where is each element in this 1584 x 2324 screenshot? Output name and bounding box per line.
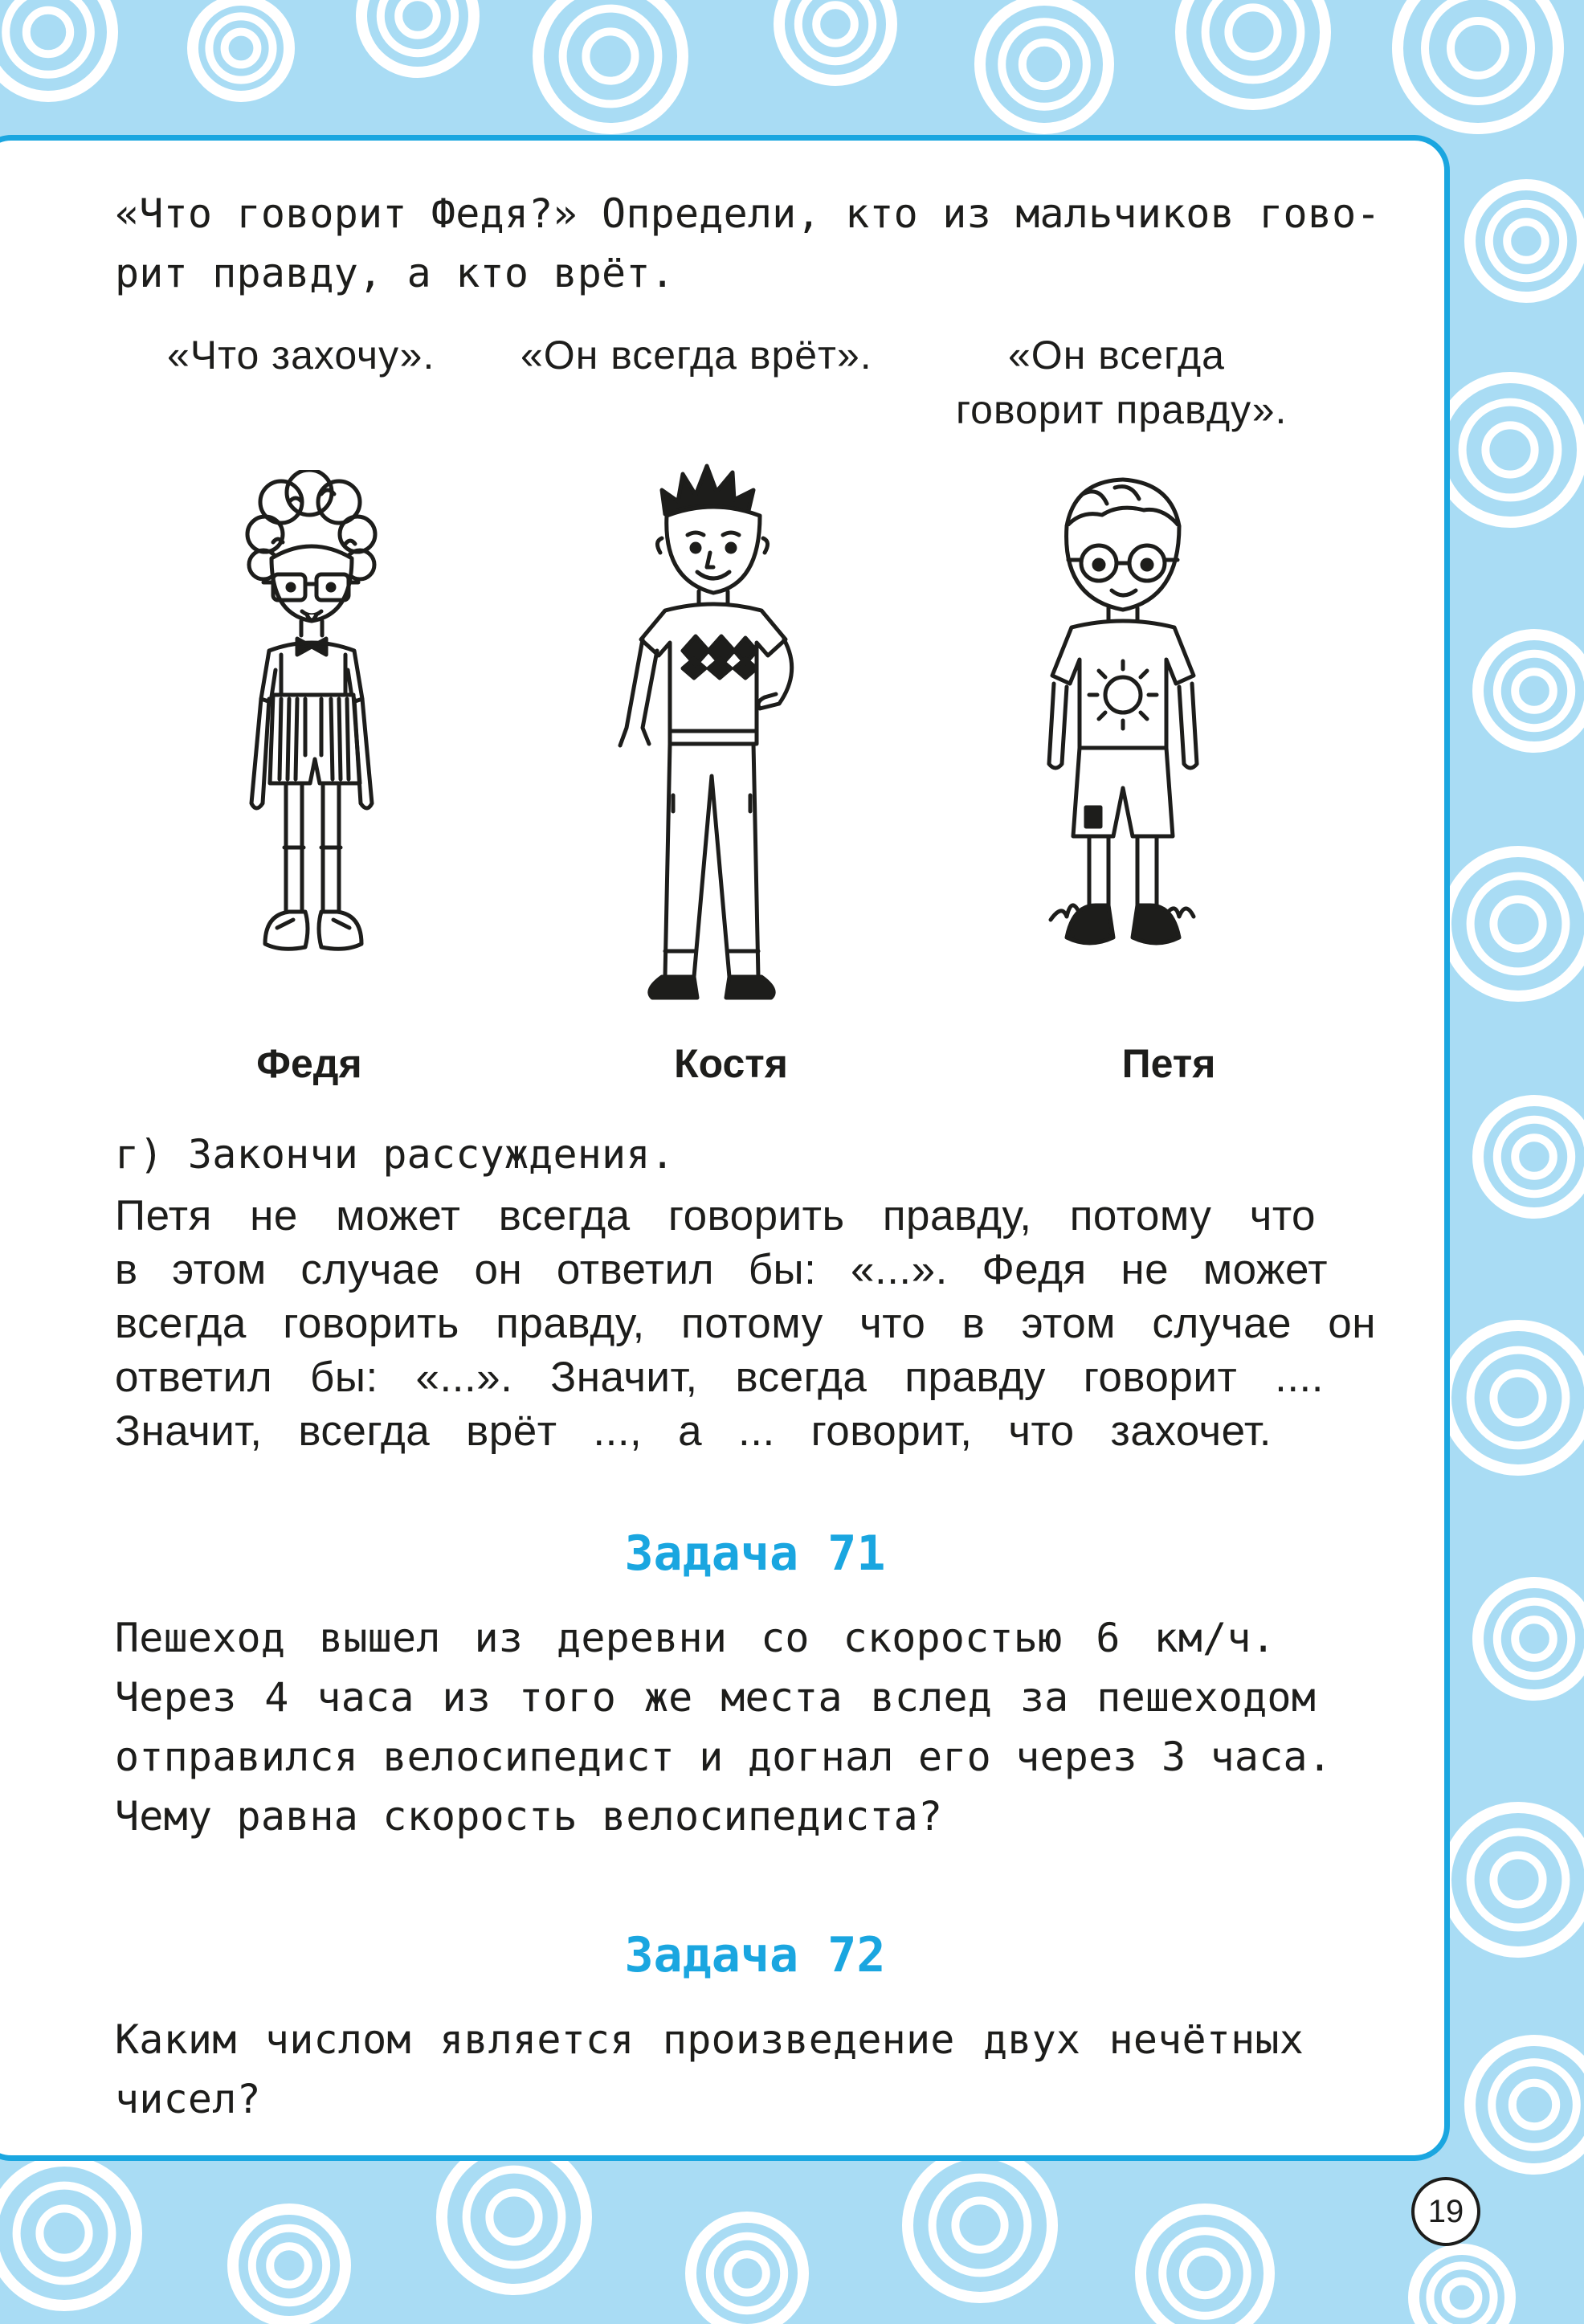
part-g-line-4: ответил бы: «...». Значит, всегда правду говорит .... xyxy=(115,1354,1324,1401)
quote-kostya: «Он всегда врёт». xyxy=(521,333,872,378)
task-71-title: Задача 71 xyxy=(624,1526,886,1582)
petya-illustration xyxy=(1019,470,1227,984)
part-g-line-5: Значит, всегда врёт ..., а ... говорит, что захочет. xyxy=(115,1407,1272,1455)
fedya-illustration xyxy=(233,470,394,1000)
task-71-line-4: Чему равна скорость велосипедиста? xyxy=(115,1793,943,1840)
quote-petya-line-2: говорит правду». xyxy=(956,387,1288,432)
page-number: 19 xyxy=(1411,2177,1480,2246)
task-72-line-1: Каким числом является произведение двух нечётных xyxy=(115,2016,1304,2063)
part-g-line-1: Петя не может всегда говорить правду, потому что xyxy=(115,1192,1316,1240)
quote-petya-line-1: «Он всегда xyxy=(1008,333,1225,378)
kostya-illustration xyxy=(609,458,818,1012)
task-71-line-2: Через 4 часа из того же места вслед за пешеходом xyxy=(115,1674,1316,1721)
task-72-title: Задача 72 xyxy=(624,1927,886,1983)
quote-fedya: «Что захочу». xyxy=(167,333,435,378)
part-g-line-2: в этом случае он ответил бы: «...». Федя не может xyxy=(115,1246,1328,1293)
task-72-line-2: чисел? xyxy=(115,2076,261,2122)
name-petya: Петя xyxy=(1121,1041,1216,1086)
task-71-line-1: Пешеход вышел из деревни со скоростью 6 км/ч. xyxy=(115,1615,1276,1661)
intro-line-2: рит правду, а кто врёт. xyxy=(115,250,675,296)
part-g-heading: г) Закончи рассуждения. xyxy=(115,1131,675,1178)
task-71-line-3: отправился велосипедист и догнал его через 3 часа. xyxy=(115,1734,1333,1780)
name-kostya: Костя xyxy=(674,1041,788,1086)
intro-line-1: «Что говорит Федя?» Определи, кто из мальчиков гово- xyxy=(115,190,1381,237)
part-g-line-3: всегда говорить правду, потому что в этом случае он xyxy=(115,1300,1376,1347)
name-fedya: Федя xyxy=(256,1041,362,1086)
